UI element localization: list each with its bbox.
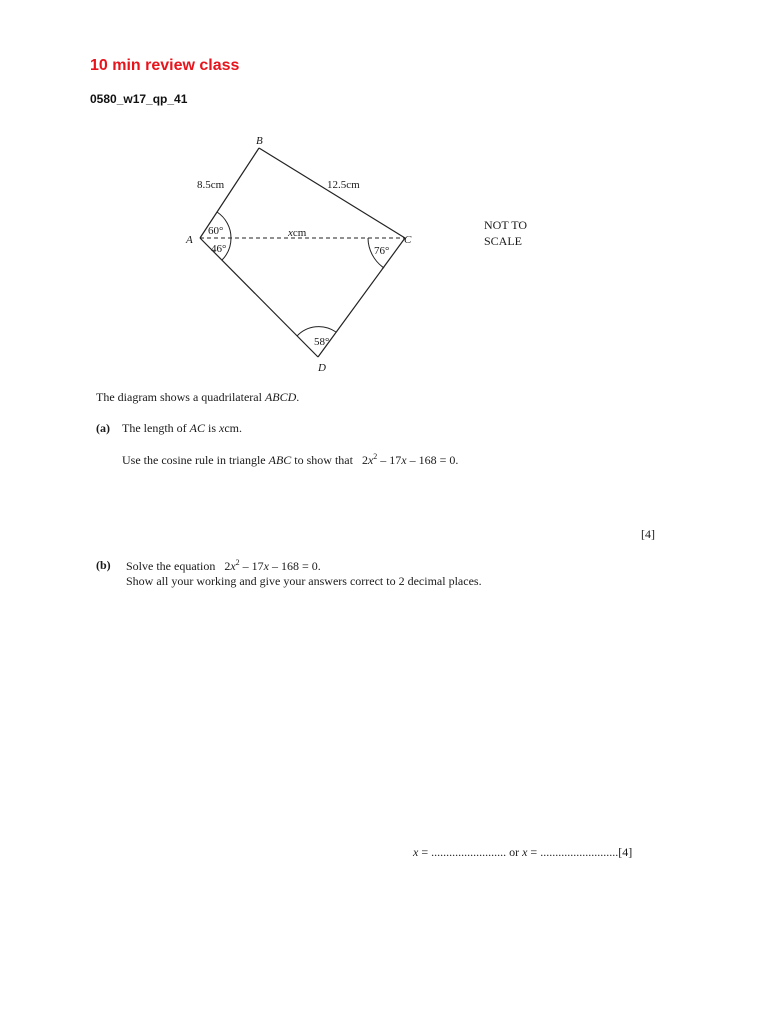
quadrilateral-diagram	[0, 0, 768, 380]
part-b-eq-x: x	[230, 559, 236, 573]
part-b-label: (b)	[96, 558, 111, 572]
part-a-line2	[122, 452, 458, 468]
part-b-eq-post: – 168 = 0.	[268, 559, 321, 573]
part-a-eq-pre: 2	[361, 453, 368, 467]
part-b-eq-x2: x	[263, 559, 269, 573]
part-b-line1	[126, 558, 321, 574]
label-angle-cad: 46°	[211, 243, 227, 255]
intro-text	[96, 390, 299, 405]
part-a-eq-exp: 2	[373, 452, 378, 461]
part-a-marks: [4]	[641, 527, 655, 541]
label-ac-x: x	[288, 227, 293, 239]
answer-x2: x	[522, 845, 528, 859]
not-to-scale-note	[484, 217, 527, 249]
part-a-eq-x2: x	[401, 453, 407, 467]
angle-arc-adc	[297, 327, 336, 336]
side-bc	[259, 148, 405, 238]
part-b-eq-mid: – 17	[239, 559, 264, 573]
vertex-c: C	[404, 234, 412, 246]
intro-shape: ABCD	[264, 390, 297, 404]
part-a-eq-x: x	[367, 453, 374, 467]
part-a-line1	[122, 421, 242, 436]
part-b-line2: Show all your working and give your answers correct to 2 decimal places.	[126, 574, 482, 588]
label-ac-unit: cm	[292, 227, 307, 239]
side-cd	[318, 238, 405, 357]
part-b-answer-line[interactable]	[413, 845, 632, 860]
page-title: 10 min review class	[90, 57, 240, 74]
intro-main: The diagram shows a quadrilateral	[96, 390, 262, 404]
answer-eq1: = ......................... or	[418, 845, 523, 859]
side-da	[200, 238, 318, 357]
part-a-line2-tri: ABC	[268, 453, 292, 467]
part-b-equation	[224, 559, 320, 573]
part-a-line1-ac: AC	[189, 421, 205, 435]
part-a-equation	[362, 453, 458, 467]
not-to-scale-line2: SCALE	[484, 234, 523, 248]
part-a-line1-pre: The length of	[122, 421, 187, 435]
part-a-line2-pre: Use the cosine rule in triangle	[122, 453, 266, 467]
part-a-label: (a)	[96, 421, 110, 435]
part-a-line1-x: x	[219, 421, 225, 435]
label-angle-adc: 58°	[314, 336, 330, 348]
part-a-line1-is: is	[208, 421, 217, 435]
label-bc: 12.5cm	[327, 179, 360, 191]
part-a-eq-post: – 168 = 0.	[406, 453, 459, 467]
vertex-d: D	[318, 362, 326, 374]
label-angle-acd: 76°	[374, 245, 390, 257]
label-ab: 8.5cm	[197, 179, 225, 191]
answer-eq2: = ..........................	[527, 845, 619, 859]
part-b-marks: [4]	[618, 845, 633, 859]
part-b-eq-pre: 2	[224, 559, 231, 573]
part-b-line1-pre: Solve the equation	[126, 559, 216, 573]
label-ac	[287, 227, 307, 239]
paper-code: 0580_w17_qp_41	[90, 92, 188, 106]
not-to-scale-line1: NOT TO	[484, 218, 528, 232]
intro-end: .	[296, 390, 300, 404]
part-b-eq-exp: 2	[235, 558, 240, 567]
vertex-b: B	[256, 135, 263, 147]
answer-x1: x	[413, 845, 419, 859]
label-angle-bac: 60°	[208, 225, 224, 237]
part-a-line1-post: cm.	[224, 421, 243, 435]
part-a-eq-mid: – 17	[377, 453, 402, 467]
vertex-a: A	[186, 234, 193, 246]
part-a-line2-mid: to show that	[294, 453, 353, 467]
